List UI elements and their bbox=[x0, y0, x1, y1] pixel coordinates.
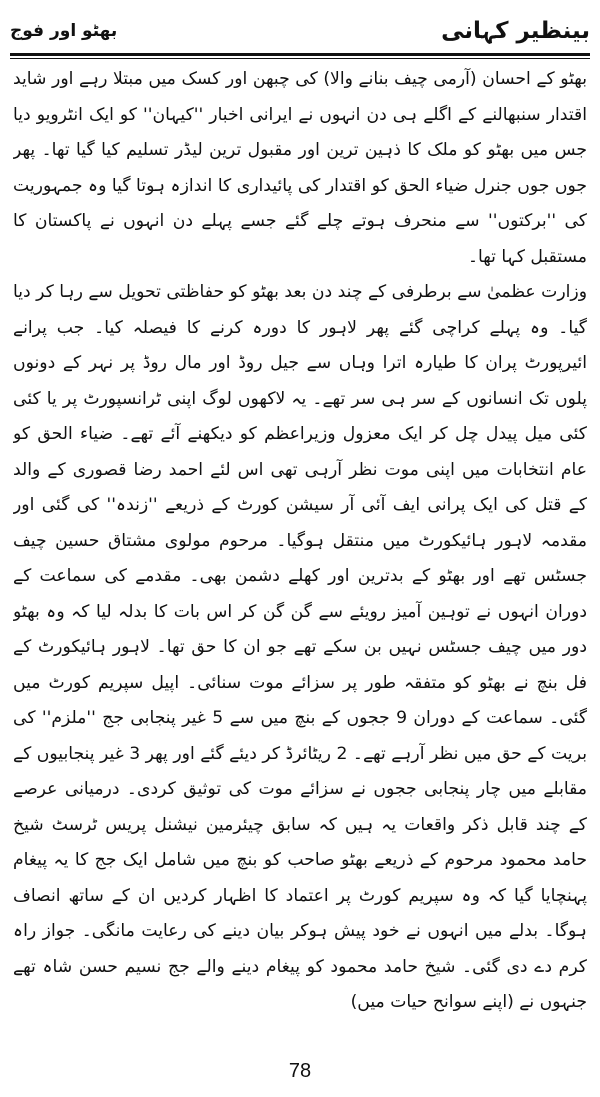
running-header bbox=[10, 10, 590, 52]
body-text bbox=[13, 62, 587, 1042]
book-title: بینظیر کہانی bbox=[441, 18, 590, 44]
page-number: 78 bbox=[288, 1060, 312, 1082]
paragraph: بھٹو کے احسان (آرمی چیف بنانے والا) کی چبھن اور کسک میں مبتلا رہے اور شاید اقتدار سنبھالنے کے اگلے ہی دن انہوں نے ایرانی اخبار ''کیہان'' کو ایک انٹرویو دیا جس میں بھٹو کو ملک کا ذہین ترین اور مقبول ترین لیڈر تسلیم کیا گیا تھا۔ پھر جوں جوں جنرل ضیاء الحق کو اقتدار کی پائیداری کا اندازہ ہوتا گیا وہ جمہوریت کی ''برکتوں'' سے منحرف ہوتے چلے گئے جسے پہلے دن انہوں نے پاکستان کا مستقبل کہا تھا۔ bbox=[13, 69, 587, 267]
chapter-title: بھٹو اور فوج bbox=[10, 21, 118, 41]
paragraph: وزارت عظمیٰ سے برطرفی کے چند دن بعد بھٹو کو حفاظتی تحویل سے رہا کر دیا گیا۔ وہ پہلے کراچی گئے پھر لاہور کا دورہ کرنے کا فیصلہ کیا۔ جب پرانے ائیرپورٹ پران کا طیارہ اترا وہاں سے جیل روڈ اور مال روڈ پر نہر کے دونوں پلوں تک انسانوں کے سر ہی سر تھے۔ یہ لاکھوں لوگ اپنی ٹرانسپورٹ پر یا کئی کئی میل پیدل چل کر ایک معزول وزیراعظم کو دیکھنے آئے تھے۔ ضیاء الحق کو عام انتخابات میں اپنی موت نظر آرہی تھی اس لئے احمد رضا قصوری کے والد کے قتل کی ایک پرانی ایف آئی آر سیشن کورٹ کے ذریعے ''زندہ'' کی گئی اور مقدمہ لاہور ہائیکورٹ میں منتقل ہوگیا۔ مرحوم مولوی مشتاق حسین چیف جسٹس تھے اور بھٹو کے بدترین اور کھلے دشمن بھی۔ مقدمے کی سماعت کے دوران انہوں نے توہین آمیز رویئے سے گن گن کر اس بات کا بدلہ لیا کہ وہ بھٹو دور میں چیف جسٹس نہیں بن سکے تھے جو ان کا حق تھا۔ لاہور ہائیکورٹ کے فل بنچ نے بھٹو کو متفقہ طور پر سزائے موت سنائی۔ اپیل سپریم کورٹ میں گئی۔ سماعت کے دوران 9 ججوں کے بنچ میں سے 5 غیر پنجابی جج ''ملزم'' کی بریت کے حق میں نظر آرہے تھے۔ 2 ریٹائرڈ کر دیئے گئے اور پھر 3 غیر پنجابیوں کے مقابلے میں چار پنجابی ججوں نے سزائے موت کی توثیق کردی۔ درمیانی عرصے کے چند قابل ذکر واقعات یہ ہیں کہ سابق چیئرمین نیشنل پریس ٹرسٹ شیخ حامد محمود مرحوم کے ذریعے بھٹو صاحب کو بنچ میں شامل ایک جج کا یہ پیغام پہنچایا گیا کہ وہ سپریم کورٹ پر اعتماد کا اظہار کردیں ان کے ساتھ انصاف ہوگا۔ بدلے میں انہوں نے خود پیش ہوکر بیان دینے کی رعایت مانگی۔ جواز راہ کرم دے دی گئی۔ شیخ حامد محمود کو پیغام دینے والے جج نسیم حسن شاہ تھے جنہوں نے (اپنے سوانح حیات میں) bbox=[13, 282, 587, 1012]
header-rule-thick bbox=[10, 53, 590, 56]
header-rule-thin bbox=[10, 58, 590, 59]
